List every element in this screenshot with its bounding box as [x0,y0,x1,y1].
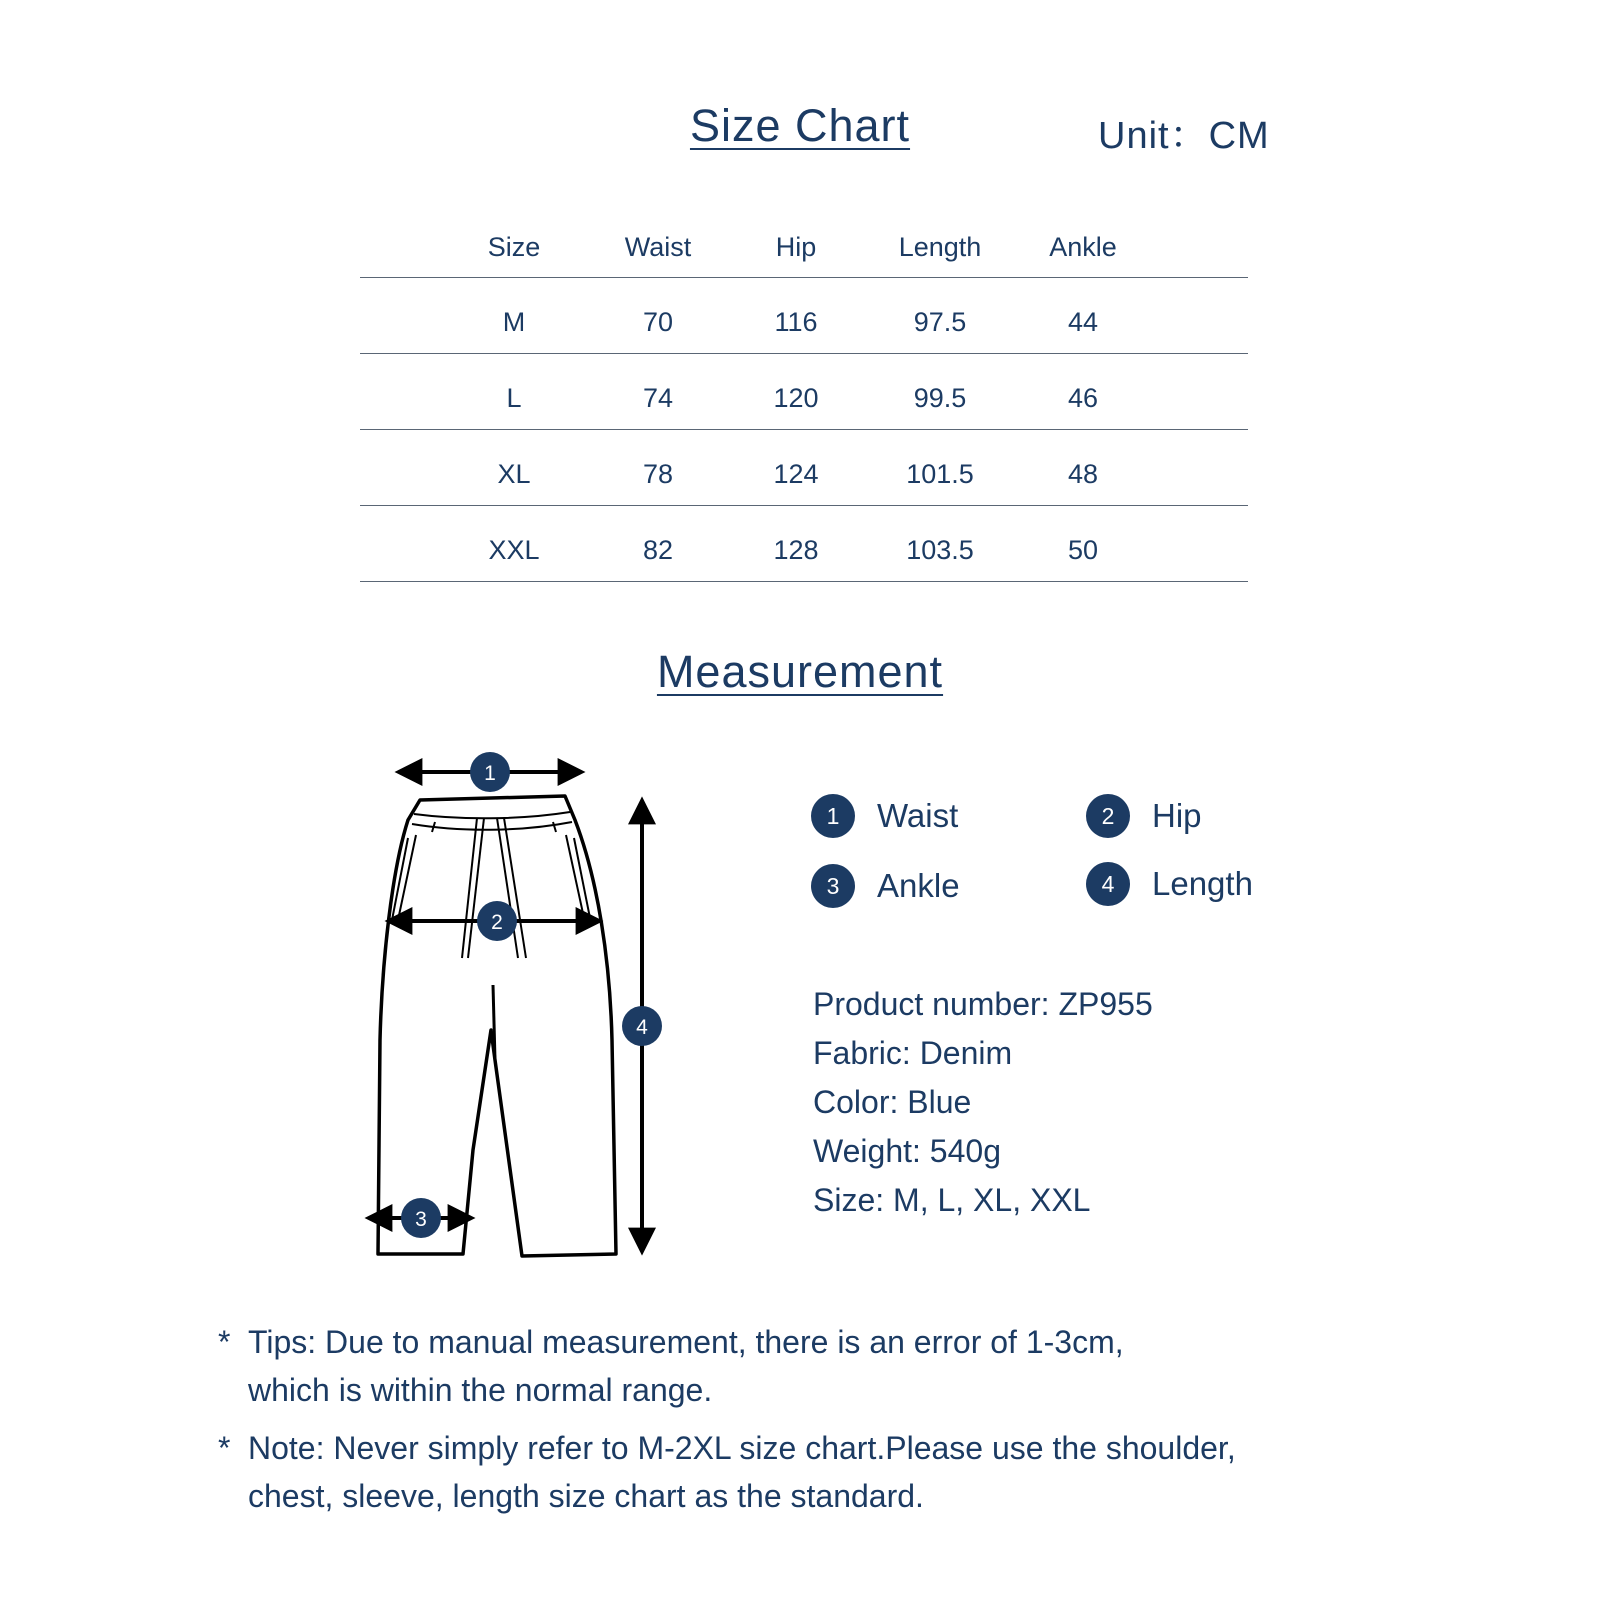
table-cell: XXL [488,535,540,565]
table-cell: 99.5 [913,383,967,413]
legend-label: Hip [1152,797,1202,834]
unit-label: Unit：CM [1098,115,1270,157]
table-cell: 128 [773,535,819,565]
legend-label: Length [1152,865,1253,902]
measurement-title: Measurement [656,646,944,697]
product-info [813,980,1153,1225]
size-note [218,1424,1236,1520]
header-waist: Waist [624,232,692,262]
table-cell: 70 [642,307,674,337]
note-line-1: Note: Never simply refer to M-2XL size chart.Please use the shoulder, [248,1430,1236,1466]
table-cell: 78 [642,459,674,489]
marker-ankle [401,1198,441,1238]
header-size: Size [487,232,541,262]
table-cell: M [502,307,526,337]
table-cell: XL [497,459,531,489]
table-cell: 120 [773,383,819,413]
svg-text:3: 3 [415,1208,427,1231]
marker-hip [477,901,517,941]
legend-badge: 1 [811,794,855,838]
header-length: Length [898,232,982,262]
table-cell: 101.5 [906,459,974,489]
marker-waist [470,752,510,792]
table-cell: 103.5 [906,535,974,565]
asterisk: * [218,1324,231,1360]
asterisk: * [218,1430,231,1466]
tips-line-1: Tips: Due to manual measurement, there is an error of 1-3cm, [248,1324,1124,1360]
table-cell: 44 [1067,307,1099,337]
legend-ankle [811,864,960,908]
table-cell: 46 [1067,383,1099,413]
table-cell: 82 [642,535,674,565]
table-cell: 97.5 [913,307,967,337]
product-size: Size: M, L, XL, XXL [813,1182,1091,1218]
tips-note [218,1318,1236,1414]
legend-hip [1086,794,1202,838]
legend-waist [811,794,958,838]
legend-badge: 2 [1086,794,1130,838]
legend-badge: 3 [811,864,855,908]
table-cell: L [506,383,522,413]
svg-text:1: 1 [484,762,496,785]
note-line-2: chest, sleeve, length size chart as the standard. [248,1478,924,1514]
legend-length [1086,862,1253,906]
legend-label: Waist [877,797,959,834]
tips-line-2: which is within the normal range. [248,1372,713,1408]
table-cell: 50 [1067,535,1099,565]
svg-text:4: 4 [636,1016,648,1039]
table-cell: 74 [642,383,674,413]
header-hip: Hip [775,232,817,262]
table-cell: 116 [774,307,818,337]
size-chart-title: Size Chart [689,100,911,151]
legend-badge: 4 [1086,862,1130,906]
product-weight: Weight: 540g [813,1133,1001,1169]
legend-label: Ankle [877,867,960,904]
table-cell: 48 [1067,459,1099,489]
product-color: Color: Blue [813,1084,972,1120]
product-fabric: Fabric: Denim [813,1035,1013,1071]
product-number: Product number: ZP955 [813,986,1153,1022]
marker-length [622,1006,662,1046]
svg-text:2: 2 [491,911,503,934]
header-ankle: Ankle [1049,232,1117,262]
notes [218,1318,1236,1530]
table-cell: 124 [773,459,819,489]
